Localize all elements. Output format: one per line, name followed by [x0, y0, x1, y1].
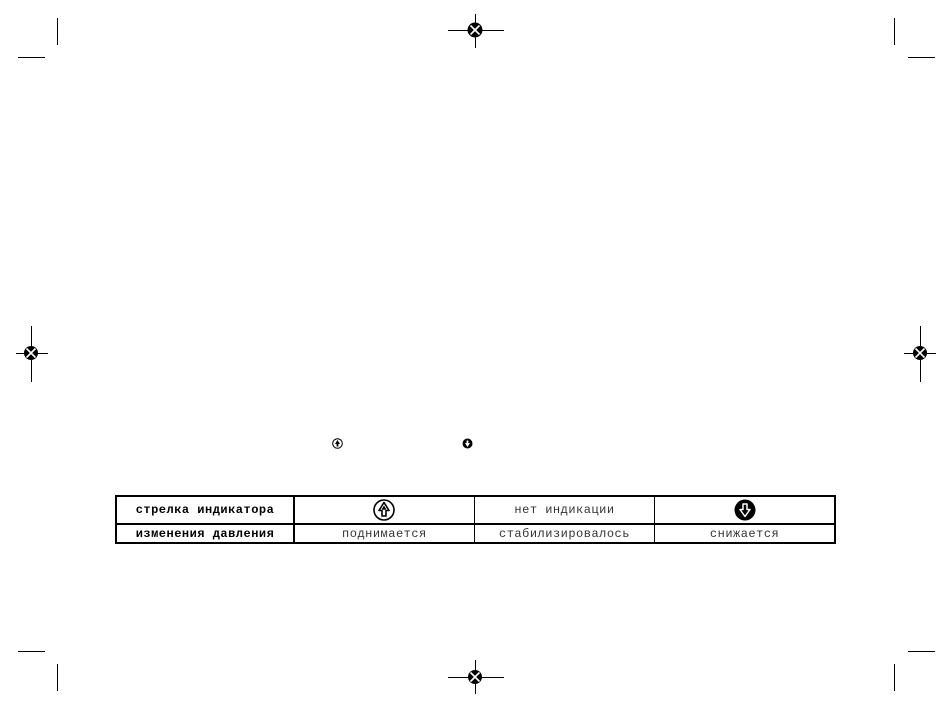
crop-mark-bottom-left-vertical	[57, 664, 58, 691]
table-cell-falling	[655, 496, 835, 524]
table-cell-falling-text: снижается	[655, 524, 835, 543]
row-header-indicator-arrow: стрелка индикатора	[116, 496, 294, 524]
crop-mark-top-left-vertical	[57, 18, 58, 45]
crop-mark-bottom-right-horizontal	[908, 651, 935, 652]
crop-mark-top-left-horizontal	[18, 57, 45, 58]
crop-mark-top-right-horizontal	[908, 57, 935, 58]
pressure-rising-arrow-icon	[373, 499, 395, 521]
table-cell-stable-text: стабилизировалось	[474, 524, 654, 543]
registration-crosshair-icon	[467, 669, 483, 685]
table-cell-rising-text: поднимается	[294, 524, 474, 543]
crop-mark-bottom-left-horizontal	[18, 651, 45, 652]
table-cell-rising	[294, 496, 474, 524]
registration-crosshair-icon	[23, 345, 39, 361]
crop-mark-top-right-vertical	[894, 18, 895, 45]
crop-mark-bottom-right-vertical	[894, 664, 895, 691]
registration-crosshair-icon	[912, 345, 928, 361]
pressure-rising-arrow-icon	[332, 438, 343, 449]
pressure-indicator-table	[115, 495, 836, 544]
row-header-pressure-change: изменения давления	[116, 524, 294, 543]
table-row	[116, 496, 835, 524]
pressure-falling-arrow-icon	[462, 438, 473, 449]
pressure-falling-arrow-icon	[734, 499, 756, 521]
registration-crosshair-icon	[467, 22, 483, 38]
table-row	[116, 524, 835, 543]
table-cell-no-indication: нет индикации	[474, 496, 654, 524]
